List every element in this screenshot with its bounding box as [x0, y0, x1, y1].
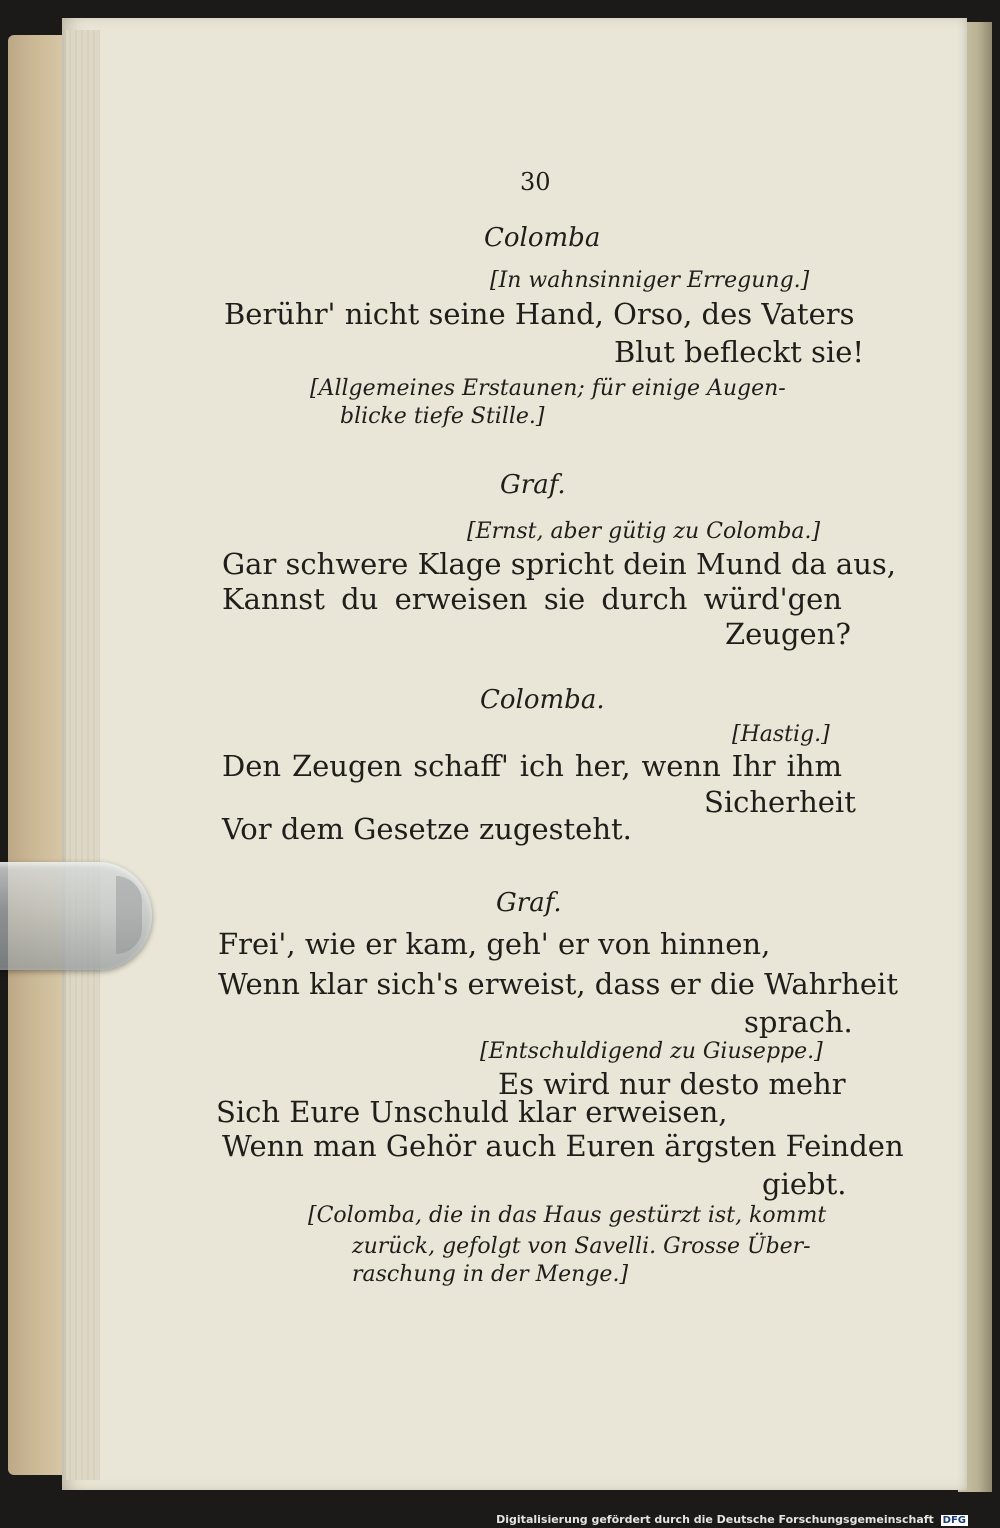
verse-line: Zeugen?	[725, 617, 851, 651]
stage-direction: [In wahnsinniger Erregung.]	[490, 268, 810, 293]
stage-direction: zurück, gefolgt von Savelli. Grosse Über-	[352, 1234, 811, 1259]
digitization-credit	[496, 1513, 968, 1526]
stage-direction: raschung in der Menge.]	[352, 1262, 629, 1287]
verse-line: Sich Eure Unschuld klar erweisen,	[216, 1095, 728, 1129]
dfg-logo: DFG	[942, 1515, 966, 1526]
verse-line: Vor dem Gesetze zugesteht.	[222, 812, 632, 846]
page-number: 30	[520, 168, 551, 196]
stage-direction: [Colomba, die in das Haus gestürzt ist, kommt	[308, 1203, 827, 1228]
verse-line: Gar schwere Klage spricht dein Mund da aus,	[222, 547, 896, 581]
verse-line: Den Zeugen schaff' ich her, wenn Ihr ihm	[222, 749, 842, 783]
verse-line: Wenn man Gehör auch Euren ärgsten Feinden	[222, 1129, 904, 1163]
credit-text: Digitalisierung gefördert durch die Deutsche Forschungsgemeinschaft	[496, 1513, 934, 1526]
verse-line: Sicherheit	[704, 785, 856, 819]
verse-line: Es wird nur desto mehr	[498, 1067, 846, 1101]
stage-direction: [Allgemeines Erstaunen; für einige Augen-	[310, 376, 786, 401]
book-edge-left	[8, 35, 68, 1475]
stage-direction: [Entschuldigend zu Giuseppe.]	[480, 1039, 823, 1064]
stage-direction: blicke tiefe Stille.]	[340, 404, 545, 429]
speaker-label: Colomba.	[480, 685, 605, 715]
page-clip	[0, 862, 152, 970]
verse-line: giebt.	[762, 1167, 847, 1201]
verse-line: Blut befleckt sie!	[614, 335, 865, 369]
page-stack-edges	[66, 30, 100, 1480]
verse-line: sprach.	[744, 1005, 853, 1039]
stage-direction: [Hastig.]	[732, 722, 830, 747]
speaker-label: Colomba	[484, 223, 601, 253]
verse-line: Wenn klar sich's erweist, dass er die Wahrheit	[218, 967, 898, 1001]
verse-line: Berühr' nicht seine Hand, Orso, des Vaters	[224, 297, 855, 331]
speaker-label: Graf.	[500, 470, 566, 500]
stage-direction: [Ernst, aber gütig zu Colomba.]	[467, 519, 821, 544]
speaker-label: Graf.	[496, 888, 562, 918]
verse-line: Kannst du erweisen sie durch würd'gen	[222, 582, 842, 616]
verse-line: Frei', wie er kam, geh' er von hinnen,	[218, 927, 771, 961]
